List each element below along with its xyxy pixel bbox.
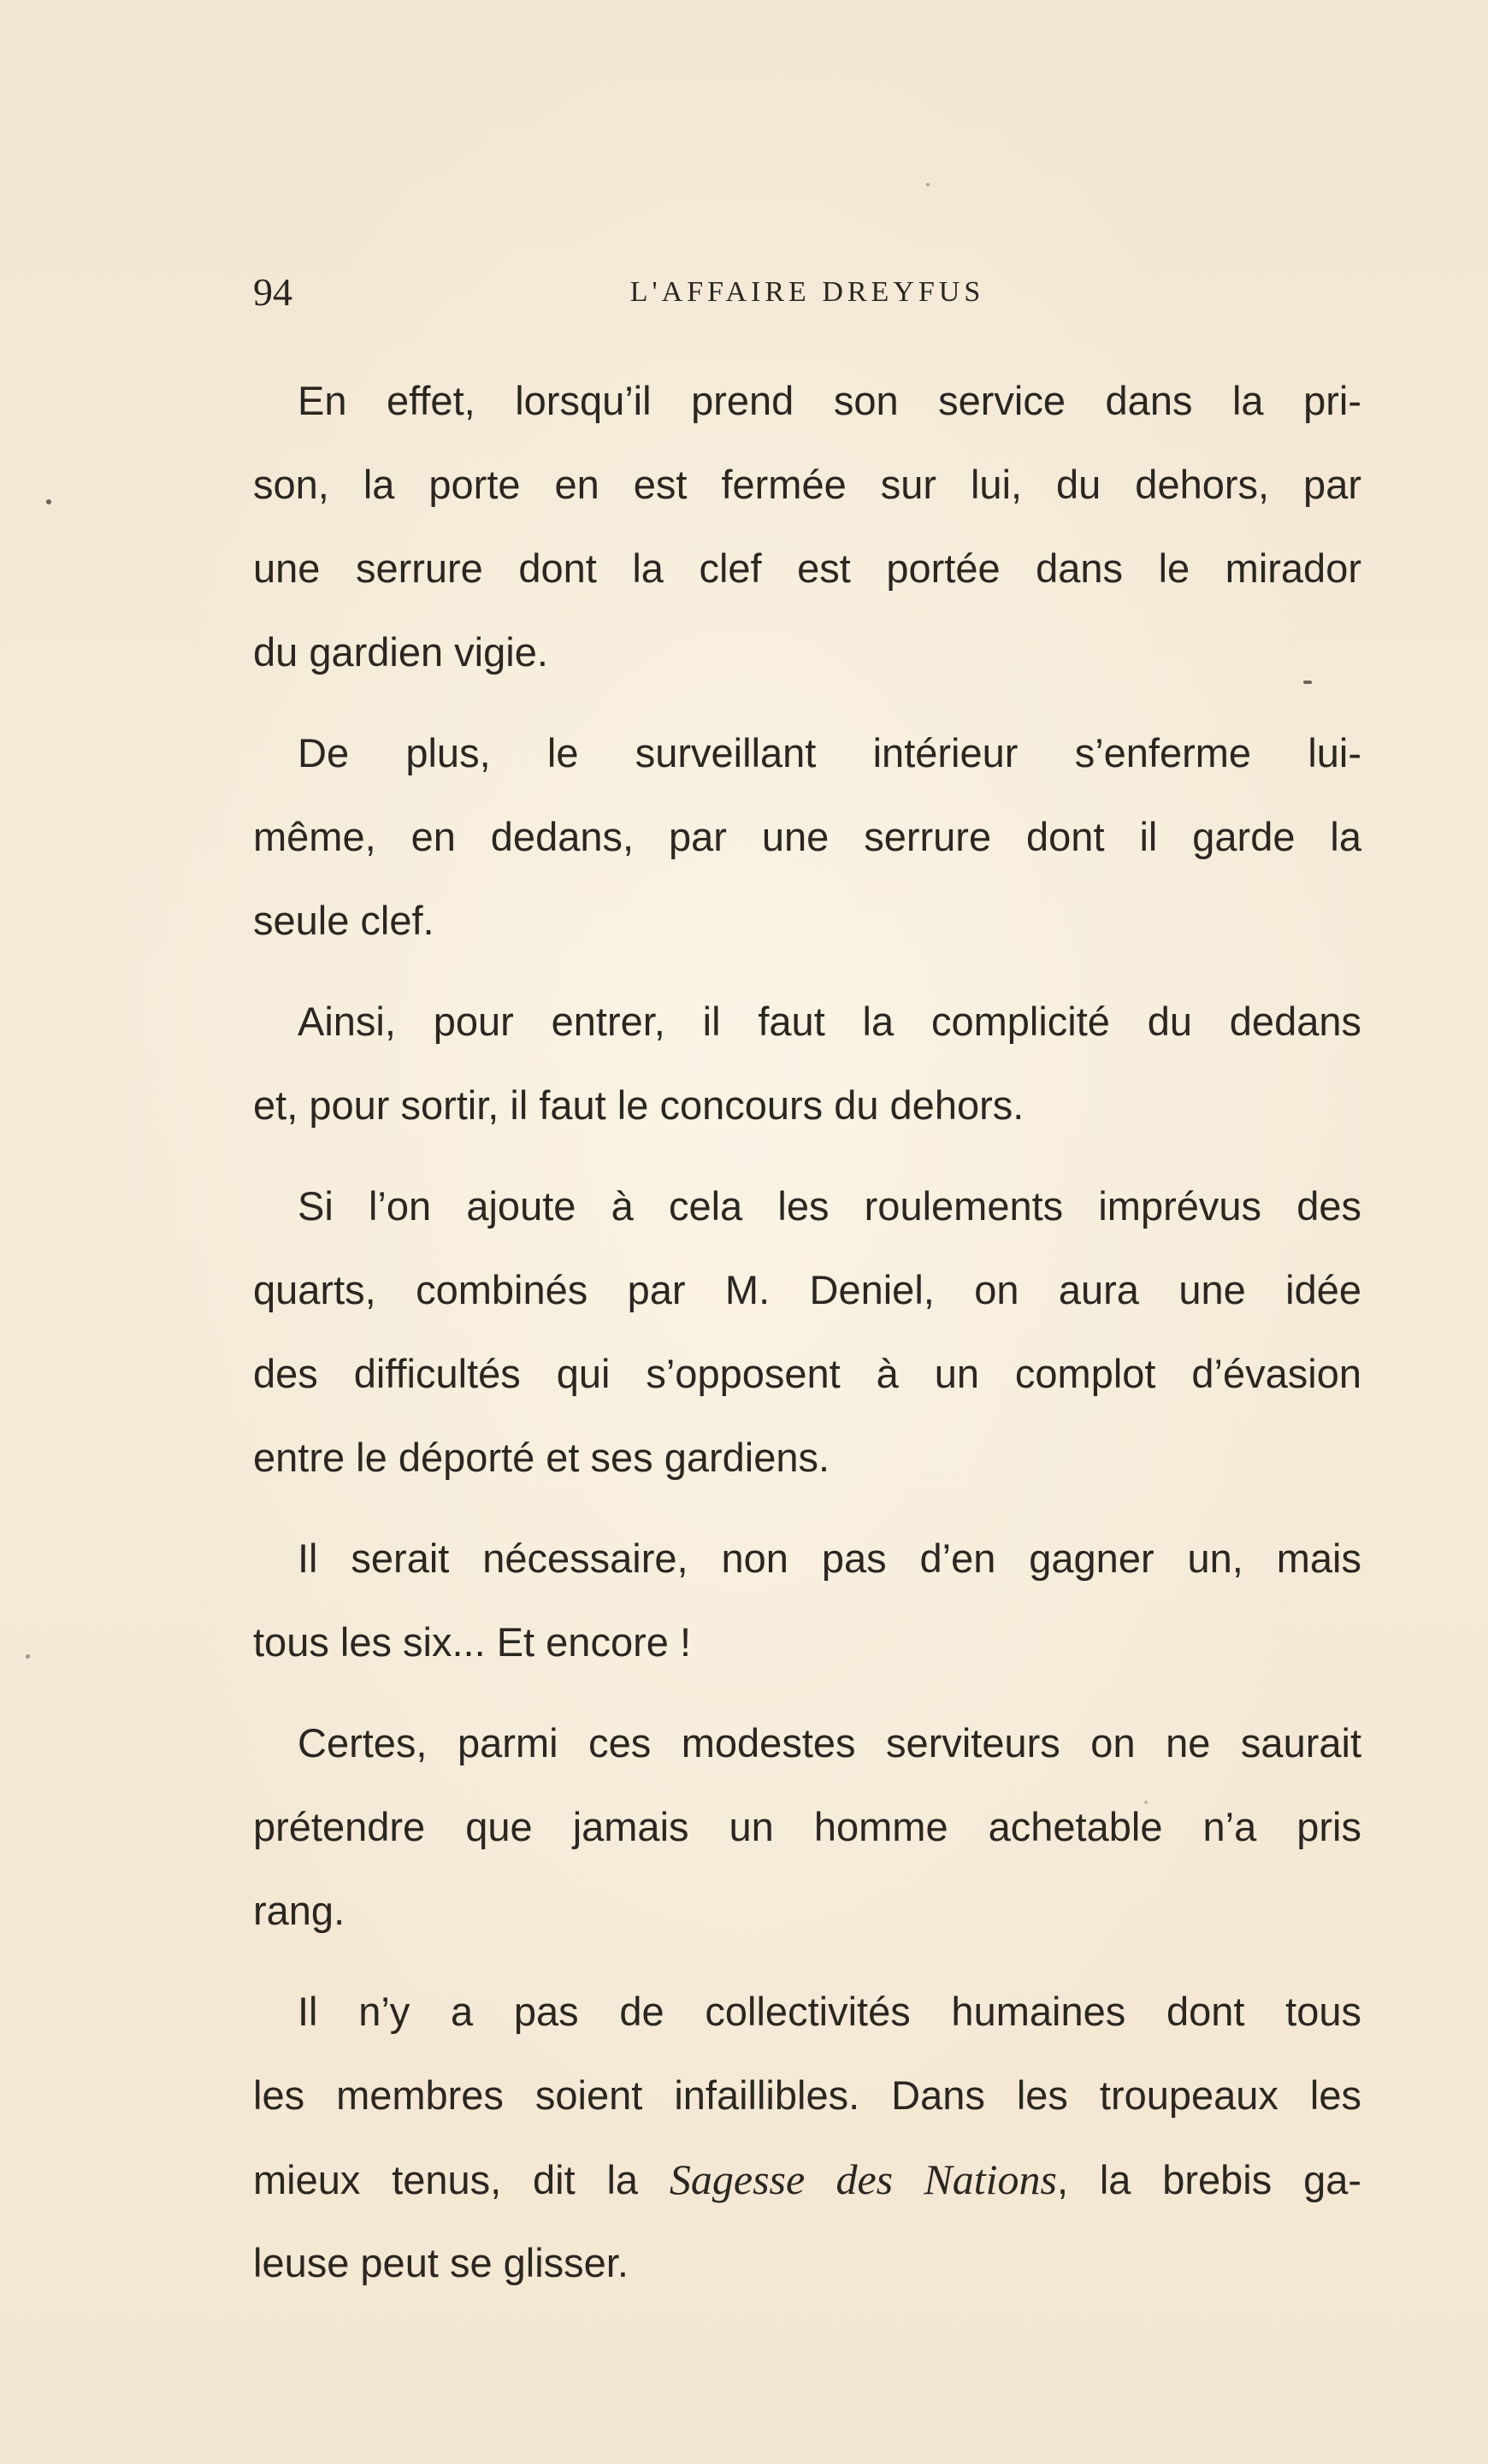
- text-line: du gardien vigie.: [253, 629, 548, 675]
- text-line: Certes, parmi ces modestes serviteurs on ne saurait: [298, 1720, 1361, 1765]
- paragraph-4: [253, 1164, 1361, 1500]
- text-line: leuse peut se glisser.: [253, 2240, 629, 2285]
- text-line: tous les six... Et encore !: [253, 1619, 691, 1665]
- paragraph-5: [253, 1517, 1361, 1684]
- text-line: Il n’y a pas de collectivités humaines dont tous: [298, 1989, 1361, 2034]
- text-line: et, pour sortir, il faut le concours du dehors.: [253, 1082, 1024, 1128]
- text-line-with-italic: [253, 2137, 1361, 2221]
- page-number: 94: [253, 270, 292, 314]
- page-header: [253, 267, 1361, 318]
- text-line: même, en dedans, par une serrure dont il garde la: [253, 814, 1361, 859]
- line-segment: , la brebis ga-: [1056, 2157, 1361, 2202]
- paragraph-6: [253, 1701, 1361, 1953]
- paper-speck: [1303, 681, 1312, 684]
- paragraph-1: [253, 359, 1361, 694]
- text-line: De plus, le surveillant intérieur s’enferme lui-: [298, 730, 1361, 775]
- paper-speck: [1144, 1801, 1148, 1804]
- text-line: une serrure dont la clef est portée dans le mirador: [253, 545, 1361, 591]
- text-line: son, la porte en est fermée sur lui, du dehors, par: [253, 462, 1361, 507]
- text-line: quarts, combinés par M. Deniel, on aura une idée: [253, 1267, 1361, 1312]
- running-title: L'AFFAIRE DREYFUS: [629, 276, 985, 308]
- paper-speck: [46, 499, 51, 504]
- text-line: rang.: [253, 1888, 345, 1933]
- text-line: Ainsi, pour entrer, il faut la complicité du dedans: [298, 999, 1361, 1044]
- paragraph-7: [253, 1970, 1361, 2305]
- text-line: prétendre que jamais un homme achetable n’a pris: [253, 1804, 1361, 1849]
- body-text: [253, 359, 1361, 2322]
- text-line: En effet, lorsqu’il prend son service dans la pri-: [298, 378, 1361, 423]
- paper-speck: [26, 1654, 30, 1659]
- text-line: des difficultés qui s’opposent à un complot d’évasion: [253, 1351, 1361, 1396]
- line-segment: mieux tenus, dit la: [253, 2157, 670, 2202]
- text-line: les membres soient infaillibles. Dans les troupeaux les: [253, 2072, 1361, 2118]
- italic-title: Sagesse des Nations: [669, 2155, 1057, 2203]
- text-line: entre le déporté et ses gardiens.: [253, 1435, 830, 1480]
- paragraph-3: [253, 980, 1361, 1147]
- text-line: Si l’on ajoute à cela les roulements imprévus des: [298, 1183, 1361, 1229]
- paragraph-2: [253, 711, 1361, 963]
- paper-speck: [926, 183, 930, 186]
- text-line: seule clef.: [253, 898, 434, 943]
- text-line: Il serait nécessaire, non pas d’en gagner un, mais: [298, 1536, 1361, 1581]
